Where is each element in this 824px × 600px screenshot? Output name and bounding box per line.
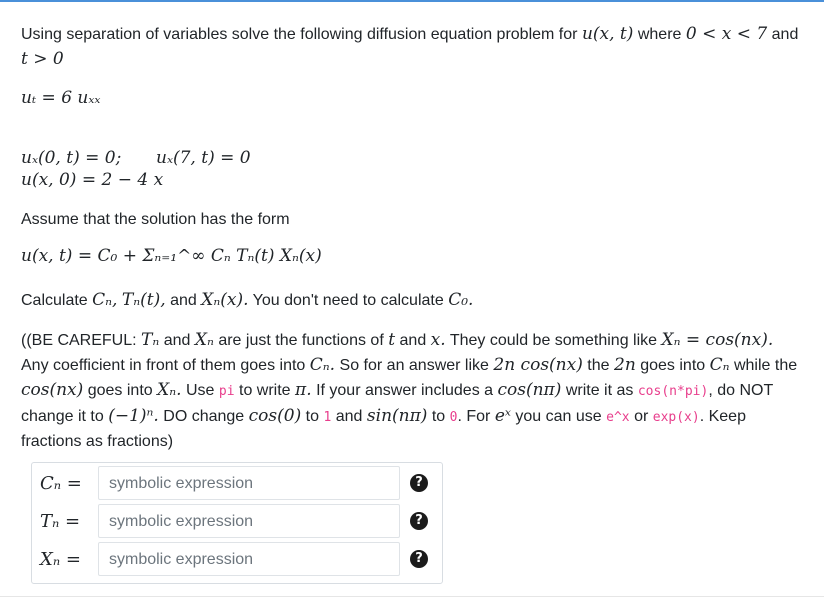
careful-code: e^x [606, 410, 630, 425]
careful-text: Use [185, 382, 215, 399]
careful-math: x. [430, 330, 446, 350]
careful-text: to [305, 408, 320, 425]
careful-text: write it as [565, 382, 634, 399]
intro-where: where [637, 26, 682, 43]
careful-text: while the [733, 357, 798, 374]
careful-code: cos(n*pi) [637, 384, 709, 399]
careful-math: cos(0) [248, 406, 302, 426]
xn-input[interactable]: symbolic expression [98, 542, 400, 576]
answer-row-tn [32, 504, 442, 542]
careful-text: and [399, 332, 427, 349]
careful-math: Cₙ [709, 355, 730, 375]
calc-and: and [170, 292, 197, 309]
careful-math: sin(nπ) [366, 406, 428, 426]
help-icon[interactable]: ? [410, 474, 428, 492]
careful-text: you can use [515, 408, 602, 425]
careful-code: pi [218, 384, 235, 399]
answer-label-cn: Cₙ = [40, 473, 82, 494]
answer-row-xn [32, 542, 442, 580]
careful-math: cos(nx) [21, 380, 84, 400]
careful-math: Xₙ. [157, 380, 182, 400]
careful-text: goes into [87, 382, 153, 399]
help-icon[interactable]: ? [410, 550, 428, 568]
careful-text: If your answer includes a [316, 382, 494, 399]
calc-cn: Cₙ, [92, 290, 118, 310]
top-accent-line [0, 0, 824, 2]
problem-intro [21, 22, 801, 72]
bottom-divider [0, 596, 824, 597]
careful-text: goes into [640, 357, 706, 374]
careful-text: Any coefficient in front of them goes into [21, 357, 306, 374]
bc-left: uₓ(0, t) = 0; [21, 148, 122, 168]
answer-label-xn: Xₙ = [40, 549, 81, 570]
tn-input[interactable]: symbolic expression [98, 504, 400, 538]
careful-text: to [431, 408, 446, 425]
careful-math: Xₙ = cos(nx). [661, 330, 774, 350]
careful-text: ((BE CAREFUL: [21, 332, 137, 349]
intro-time: t > 0 [21, 49, 64, 69]
careful-code: 0 [449, 410, 458, 425]
calc-xn: Xₙ(x). [201, 290, 249, 310]
careful-text: or [634, 408, 649, 425]
careful-math: eˣ [494, 406, 511, 426]
careful-text: the [587, 357, 610, 374]
careful-note [21, 328, 801, 454]
careful-math: Xₙ [194, 330, 214, 350]
answer-label-tn: Tₙ = [40, 511, 81, 532]
careful-text: . For [457, 408, 491, 425]
assume-text: Assume that the solution has the form [21, 211, 290, 228]
careful-text: DO change [163, 408, 245, 425]
initial-condition: u(x, 0) = 2 − 4 x [21, 170, 164, 190]
careful-text: and [335, 408, 363, 425]
careful-math: t [388, 330, 396, 350]
careful-math: Tₙ [141, 330, 160, 350]
intro-and: and [771, 26, 799, 43]
careful-math: π. [295, 380, 312, 400]
careful-text: . Keep fractions as fractions) [21, 408, 746, 450]
intro-text: Using separation of variables solve the following diffusion equation problem for [21, 26, 578, 43]
pde-equation: uₜ = 6 uₓₓ [21, 88, 101, 108]
intro-domain: 0 < x < 7 [685, 24, 768, 44]
help-icon[interactable]: ? [410, 512, 428, 530]
careful-code: 1 [323, 410, 332, 425]
careful-text: , do NOT change it to [21, 382, 773, 425]
careful-text: They could be something like [449, 332, 658, 349]
solution-form: u(x, t) = C₀ + Σₙ₌₁^∞ Cₙ Tₙ(t) Xₙ(x) [21, 246, 322, 266]
careful-math: 2n [614, 355, 636, 375]
calc-prefix: Calculate [21, 292, 88, 309]
calc-c0: C₀. [448, 290, 474, 310]
cn-input[interactable]: symbolic expression [98, 466, 400, 500]
careful-math: (−1)ⁿ. [108, 406, 159, 426]
calc-tn: Tₙ(t), [121, 290, 166, 310]
careful-text: are just the functions of [218, 332, 384, 349]
careful-math: 2n cos(nx) [493, 355, 583, 375]
careful-code: exp(x) [652, 410, 700, 425]
calculate-instruction [21, 288, 473, 313]
calc-suffix: You don't need to calculate [252, 292, 444, 309]
careful-text: to write [239, 382, 291, 399]
careful-math: cos(nπ) [497, 380, 562, 400]
answer-group [31, 462, 443, 584]
careful-math: Cₙ. [309, 355, 336, 375]
careful-text: So for an answer like [339, 357, 489, 374]
answer-row-cn [32, 466, 442, 504]
bc-right: uₓ(7, t) = 0 [156, 148, 251, 168]
careful-text: and [163, 332, 191, 349]
intro-function: u(x, t) [581, 24, 634, 44]
